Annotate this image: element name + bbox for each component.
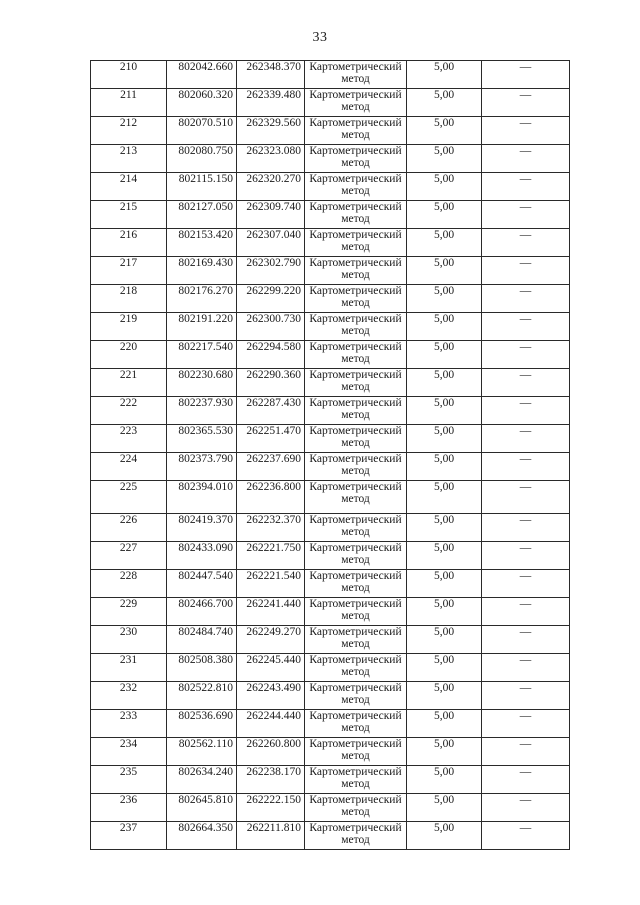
method-line-2: метод [341, 554, 370, 566]
method-cell [305, 257, 407, 285]
method-line-2: метод [341, 493, 370, 505]
method-line-1: Картометрический [309, 173, 402, 185]
x-coordinate-cell: 802237.930 [167, 397, 237, 425]
note-cell: — [482, 570, 570, 598]
point-number-cell: 227 [91, 542, 167, 570]
point-number-cell: 237 [91, 822, 167, 850]
method-line-1: Картометрический [309, 626, 402, 638]
accuracy-cell: 5,00 [407, 425, 482, 453]
note-cell: — [482, 514, 570, 542]
x-coordinate-cell: 802522.810 [167, 682, 237, 710]
accuracy-cell: 5,00 [407, 201, 482, 229]
note-cell: — [482, 481, 570, 514]
accuracy-cell: 5,00 [407, 682, 482, 710]
table-row [91, 453, 570, 481]
method-line-1: Картометрический [309, 425, 402, 437]
table-row [91, 313, 570, 341]
note-cell: — [482, 341, 570, 369]
method-line-1: Картометрический [309, 285, 402, 297]
point-number-cell: 233 [91, 710, 167, 738]
point-number-cell: 222 [91, 397, 167, 425]
y-coordinate-cell: 262232.370 [237, 514, 305, 542]
y-coordinate-cell: 262245.440 [237, 654, 305, 682]
point-number-cell: 232 [91, 682, 167, 710]
method-line-2: метод [341, 750, 370, 762]
method-line-2: метод [341, 129, 370, 141]
method-line-1: Картометрический [309, 514, 402, 526]
table-row [91, 682, 570, 710]
method-line-2: метод [341, 526, 370, 538]
method-line-2: метод [341, 325, 370, 337]
method-line-2: метод [341, 638, 370, 650]
x-coordinate-cell: 802536.690 [167, 710, 237, 738]
x-coordinate-cell: 802394.010 [167, 481, 237, 514]
method-cell [305, 145, 407, 173]
accuracy-cell: 5,00 [407, 173, 482, 201]
table-row [91, 369, 570, 397]
note-cell: — [482, 794, 570, 822]
method-line-1: Картометрический [309, 369, 402, 381]
method-cell [305, 766, 407, 794]
note-cell: — [482, 425, 570, 453]
note-cell: — [482, 453, 570, 481]
x-coordinate-cell: 802115.150 [167, 173, 237, 201]
method-line-1: Картометрический [309, 682, 402, 694]
y-coordinate-cell: 262238.170 [237, 766, 305, 794]
table-row [91, 285, 570, 313]
method-cell [305, 542, 407, 570]
method-cell [305, 710, 407, 738]
y-coordinate-cell: 262307.040 [237, 229, 305, 257]
note-cell: — [482, 822, 570, 850]
note-cell: — [482, 257, 570, 285]
x-coordinate-cell: 802433.090 [167, 542, 237, 570]
point-number-cell: 220 [91, 341, 167, 369]
note-cell: — [482, 369, 570, 397]
note-cell: — [482, 89, 570, 117]
table-row [91, 710, 570, 738]
method-line-2: метод [341, 353, 370, 365]
point-number-cell: 234 [91, 738, 167, 766]
y-coordinate-cell: 262329.560 [237, 117, 305, 145]
table-row [91, 822, 570, 850]
accuracy-cell: 5,00 [407, 598, 482, 626]
note-cell: — [482, 766, 570, 794]
method-cell [305, 89, 407, 117]
accuracy-cell: 5,00 [407, 145, 482, 173]
table-row [91, 570, 570, 598]
x-coordinate-cell: 802484.740 [167, 626, 237, 654]
point-number-cell: 216 [91, 229, 167, 257]
y-coordinate-cell: 262244.440 [237, 710, 305, 738]
method-line-1: Картометрический [309, 738, 402, 750]
table-row [91, 425, 570, 453]
method-cell [305, 117, 407, 145]
x-coordinate-cell: 802230.680 [167, 369, 237, 397]
method-line-1: Картометрический [309, 313, 402, 325]
y-coordinate-cell: 262251.470 [237, 425, 305, 453]
method-cell [305, 598, 407, 626]
method-line-2: метод [341, 409, 370, 421]
accuracy-cell: 5,00 [407, 61, 482, 89]
table-row [91, 89, 570, 117]
table-row [91, 794, 570, 822]
method-cell [305, 313, 407, 341]
method-line-1: Картометрический [309, 201, 402, 213]
note-cell: — [482, 598, 570, 626]
x-coordinate-cell: 802373.790 [167, 453, 237, 481]
x-coordinate-cell: 802508.380 [167, 654, 237, 682]
method-line-2: метод [341, 73, 370, 85]
note-cell: — [482, 61, 570, 89]
method-line-2: метод [341, 834, 370, 846]
accuracy-cell: 5,00 [407, 453, 482, 481]
x-coordinate-cell: 802645.810 [167, 794, 237, 822]
method-line-1: Картометрический [309, 453, 402, 465]
x-coordinate-cell: 802466.700 [167, 598, 237, 626]
accuracy-cell: 5,00 [407, 710, 482, 738]
point-number-cell: 211 [91, 89, 167, 117]
method-cell [305, 654, 407, 682]
method-cell [305, 285, 407, 313]
method-cell [305, 61, 407, 89]
method-line-1: Картометрический [309, 341, 402, 353]
x-coordinate-cell: 802176.270 [167, 285, 237, 313]
method-line-2: метод [341, 157, 370, 169]
point-number-cell: 218 [91, 285, 167, 313]
table-row [91, 117, 570, 145]
method-line-1: Картометрический [309, 598, 402, 610]
method-line-1: Картометрический [309, 481, 402, 493]
point-number-cell: 219 [91, 313, 167, 341]
method-cell [305, 822, 407, 850]
table-row [91, 654, 570, 682]
point-number-cell: 223 [91, 425, 167, 453]
accuracy-cell: 5,00 [407, 369, 482, 397]
method-cell [305, 794, 407, 822]
method-cell [305, 201, 407, 229]
y-coordinate-cell: 262323.080 [237, 145, 305, 173]
table-row [91, 598, 570, 626]
table-row [91, 766, 570, 794]
table-row [91, 173, 570, 201]
table-row [91, 514, 570, 542]
y-coordinate-cell: 262221.750 [237, 542, 305, 570]
note-cell: — [482, 285, 570, 313]
table-row [91, 257, 570, 285]
method-line-2: метод [341, 666, 370, 678]
point-number-cell: 228 [91, 570, 167, 598]
point-number-cell: 215 [91, 201, 167, 229]
method-line-2: метод [341, 694, 370, 706]
point-number-cell: 221 [91, 369, 167, 397]
y-coordinate-cell: 262300.730 [237, 313, 305, 341]
table-row [91, 145, 570, 173]
page-number: 33 [312, 30, 328, 45]
method-cell [305, 173, 407, 201]
method-line-2: метод [341, 297, 370, 309]
x-coordinate-cell: 802127.050 [167, 201, 237, 229]
point-number-cell: 236 [91, 794, 167, 822]
accuracy-cell: 5,00 [407, 397, 482, 425]
y-coordinate-cell: 262290.360 [237, 369, 305, 397]
x-coordinate-cell: 802042.660 [167, 61, 237, 89]
method-line-1: Картометрический [309, 89, 402, 101]
point-number-cell: 235 [91, 766, 167, 794]
accuracy-cell: 5,00 [407, 570, 482, 598]
note-cell: — [482, 710, 570, 738]
y-coordinate-cell: 262348.370 [237, 61, 305, 89]
x-coordinate-cell: 802153.420 [167, 229, 237, 257]
note-cell: — [482, 682, 570, 710]
y-coordinate-cell: 262302.790 [237, 257, 305, 285]
method-line-2: метод [341, 465, 370, 477]
x-coordinate-cell: 802169.430 [167, 257, 237, 285]
point-number-cell: 230 [91, 626, 167, 654]
x-coordinate-cell: 802217.540 [167, 341, 237, 369]
x-coordinate-cell: 802080.750 [167, 145, 237, 173]
method-line-2: метод [341, 381, 370, 393]
y-coordinate-cell: 262320.270 [237, 173, 305, 201]
method-line-1: Картометрический [309, 397, 402, 409]
accuracy-cell: 5,00 [407, 542, 482, 570]
method-cell [305, 229, 407, 257]
point-number-cell: 229 [91, 598, 167, 626]
method-line-1: Картометрический [309, 61, 402, 73]
note-cell: — [482, 145, 570, 173]
accuracy-cell: 5,00 [407, 654, 482, 682]
x-coordinate-cell: 802070.510 [167, 117, 237, 145]
table-row [91, 201, 570, 229]
method-cell [305, 369, 407, 397]
point-number-cell: 212 [91, 117, 167, 145]
method-line-1: Картометрический [309, 710, 402, 722]
method-line-2: метод [341, 185, 370, 197]
method-cell [305, 738, 407, 766]
method-cell [305, 397, 407, 425]
accuracy-cell: 5,00 [407, 794, 482, 822]
method-line-2: метод [341, 722, 370, 734]
note-cell: — [482, 542, 570, 570]
y-coordinate-cell: 262222.150 [237, 794, 305, 822]
method-line-1: Картометрический [309, 145, 402, 157]
coordinates-table-body [91, 61, 570, 850]
point-number-cell: 225 [91, 481, 167, 514]
method-line-2: метод [341, 806, 370, 818]
x-coordinate-cell: 802419.370 [167, 514, 237, 542]
point-number-cell: 210 [91, 61, 167, 89]
x-coordinate-cell: 802447.540 [167, 570, 237, 598]
note-cell: — [482, 738, 570, 766]
accuracy-cell: 5,00 [407, 117, 482, 145]
method-cell [305, 514, 407, 542]
y-coordinate-cell: 262309.740 [237, 201, 305, 229]
method-line-1: Картометрический [309, 229, 402, 241]
method-line-2: метод [341, 778, 370, 790]
y-coordinate-cell: 262243.490 [237, 682, 305, 710]
note-cell: — [482, 201, 570, 229]
accuracy-cell: 5,00 [407, 738, 482, 766]
accuracy-cell: 5,00 [407, 313, 482, 341]
method-line-2: метод [341, 582, 370, 594]
y-coordinate-cell: 262260.800 [237, 738, 305, 766]
y-coordinate-cell: 262237.690 [237, 453, 305, 481]
point-number-cell: 226 [91, 514, 167, 542]
y-coordinate-cell: 262241.440 [237, 598, 305, 626]
table-row [91, 61, 570, 89]
table-row [91, 341, 570, 369]
method-cell [305, 341, 407, 369]
table-row [91, 738, 570, 766]
method-cell [305, 481, 407, 514]
method-line-2: метод [341, 610, 370, 622]
accuracy-cell: 5,00 [407, 257, 482, 285]
method-cell [305, 570, 407, 598]
point-number-cell: 217 [91, 257, 167, 285]
note-cell: — [482, 117, 570, 145]
method-line-1: Картометрический [309, 654, 402, 666]
y-coordinate-cell: 262339.480 [237, 89, 305, 117]
accuracy-cell: 5,00 [407, 514, 482, 542]
y-coordinate-cell: 262299.220 [237, 285, 305, 313]
method-cell [305, 425, 407, 453]
accuracy-cell: 5,00 [407, 89, 482, 117]
note-cell: — [482, 229, 570, 257]
table-row [91, 626, 570, 654]
method-line-2: метод [341, 101, 370, 113]
note-cell: — [482, 173, 570, 201]
point-number-cell: 214 [91, 173, 167, 201]
note-cell: — [482, 313, 570, 341]
method-line-1: Картометрический [309, 766, 402, 778]
method-cell [305, 453, 407, 481]
method-line-2: метод [341, 269, 370, 281]
accuracy-cell: 5,00 [407, 229, 482, 257]
x-coordinate-cell: 802060.320 [167, 89, 237, 117]
method-line-1: Картометрический [309, 117, 402, 129]
point-number-cell: 213 [91, 145, 167, 173]
method-line-1: Картометрический [309, 794, 402, 806]
y-coordinate-cell: 262249.270 [237, 626, 305, 654]
method-line-1: Картометрический [309, 570, 402, 582]
y-coordinate-cell: 262211.810 [237, 822, 305, 850]
x-coordinate-cell: 802664.350 [167, 822, 237, 850]
method-line-2: метод [341, 213, 370, 225]
method-line-1: Картометрический [309, 542, 402, 554]
accuracy-cell: 5,00 [407, 341, 482, 369]
method-line-2: метод [341, 241, 370, 253]
x-coordinate-cell: 802562.110 [167, 738, 237, 766]
accuracy-cell: 5,00 [407, 626, 482, 654]
note-cell: — [482, 626, 570, 654]
table-row [91, 542, 570, 570]
note-cell: — [482, 397, 570, 425]
point-number-cell: 224 [91, 453, 167, 481]
x-coordinate-cell: 802365.530 [167, 425, 237, 453]
accuracy-cell: 5,00 [407, 766, 482, 794]
table-row [91, 229, 570, 257]
method-line-1: Картометрический [309, 257, 402, 269]
method-line-1: Картометрический [309, 822, 402, 834]
y-coordinate-cell: 262294.580 [237, 341, 305, 369]
table-row [91, 397, 570, 425]
method-line-2: метод [341, 437, 370, 449]
accuracy-cell: 5,00 [407, 822, 482, 850]
note-cell: — [482, 654, 570, 682]
point-number-cell: 231 [91, 654, 167, 682]
method-cell [305, 682, 407, 710]
method-cell [305, 626, 407, 654]
table-row [91, 481, 570, 514]
coordinates-table [90, 60, 570, 850]
x-coordinate-cell: 802191.220 [167, 313, 237, 341]
accuracy-cell: 5,00 [407, 481, 482, 514]
y-coordinate-cell: 262221.540 [237, 570, 305, 598]
accuracy-cell: 5,00 [407, 285, 482, 313]
y-coordinate-cell: 262287.430 [237, 397, 305, 425]
x-coordinate-cell: 802634.240 [167, 766, 237, 794]
y-coordinate-cell: 262236.800 [237, 481, 305, 514]
